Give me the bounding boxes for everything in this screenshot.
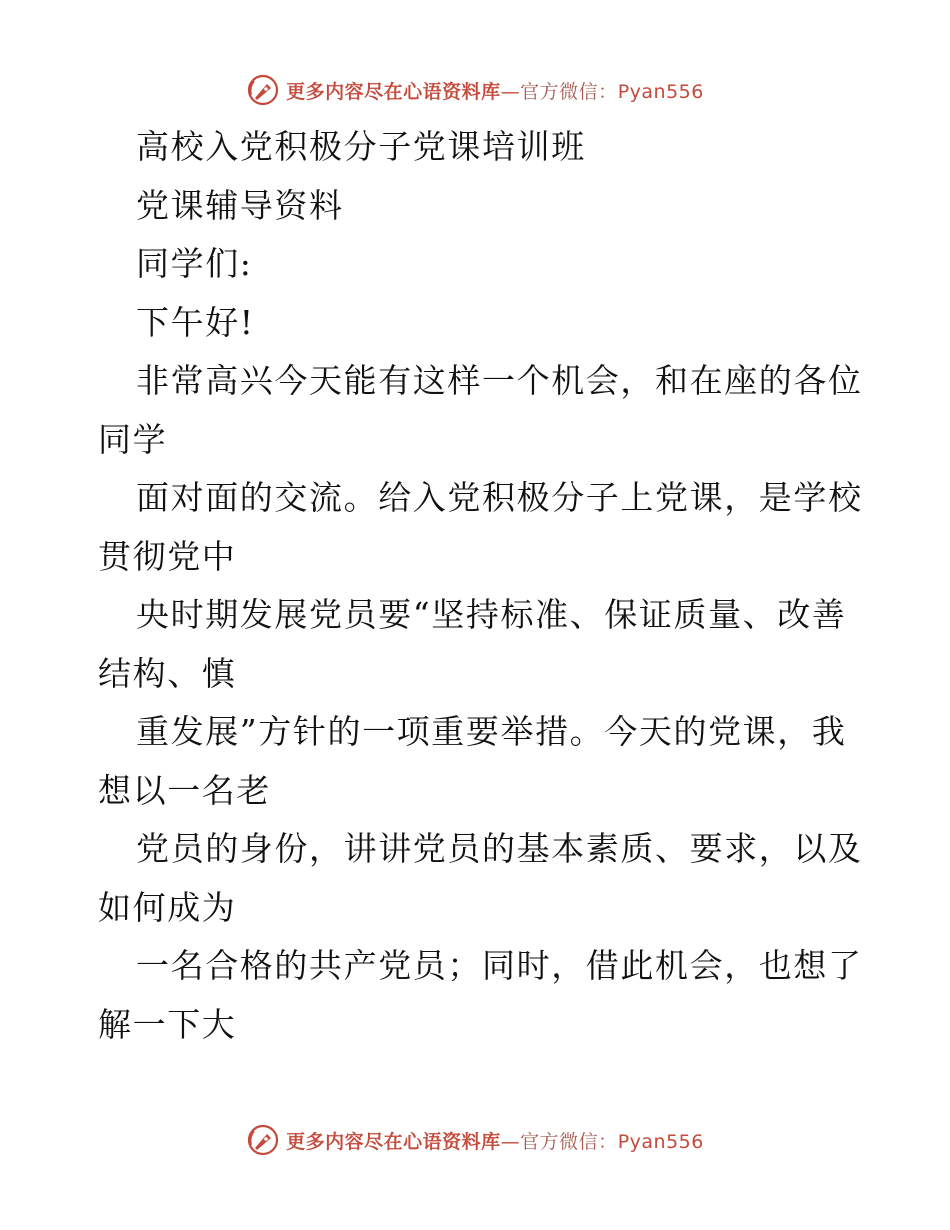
pen-nib-circle-icon xyxy=(246,73,280,107)
document-line: 解一下大 xyxy=(98,1004,237,1044)
banner-wechat-id: Pyan556 xyxy=(617,1130,704,1153)
banner-lead-text: 更多内容尽在心语资料库 xyxy=(286,80,501,103)
footer-banner xyxy=(0,1120,950,1160)
document-line: 党员的身份，讲讲党员的基本素质、要求，以及 xyxy=(136,829,863,868)
banner-wechat-label: 官方微信： xyxy=(520,1130,618,1153)
document-line: 面对面的交流。给入党积极分子上党课，是学校 xyxy=(136,478,863,517)
document-line: 高校入党积极分子党课培训班 xyxy=(136,127,586,166)
document-line: 结构、慎 xyxy=(98,653,237,693)
document-line: 非常高兴今天能有这样一个机会，和在座的各位 xyxy=(136,361,863,400)
document-line: 央时期发展党员要“坚持标准、保证质量、改善 xyxy=(136,595,847,634)
document-line: 下午好! xyxy=(136,302,255,342)
document-line: 重发展”方针的一项重要举措。今天的党课，我 xyxy=(136,712,847,751)
banner-lead-text: 更多内容尽在心语资料库 xyxy=(286,1130,501,1153)
document-line: 一名合格的共产党员；同时，借此机会，也想了 xyxy=(136,946,863,985)
document-line: 如何成为 xyxy=(98,887,237,927)
document-line: 同学 xyxy=(98,419,168,459)
header-banner xyxy=(0,70,950,110)
document-line: 贯彻党中 xyxy=(98,536,237,576)
document-body xyxy=(98,118,863,1054)
banner-dash: — xyxy=(500,1130,521,1153)
banner-wechat-label: 官方微信： xyxy=(520,80,618,103)
document-line: 想以一名老 xyxy=(98,770,271,810)
banner-wechat-id: Pyan556 xyxy=(617,80,704,103)
document-line: 党课辅导资料 xyxy=(136,185,344,225)
pen-nib-circle-icon xyxy=(246,1123,280,1157)
document-line: 同学们: xyxy=(136,244,253,283)
banner-dash: — xyxy=(500,80,521,103)
